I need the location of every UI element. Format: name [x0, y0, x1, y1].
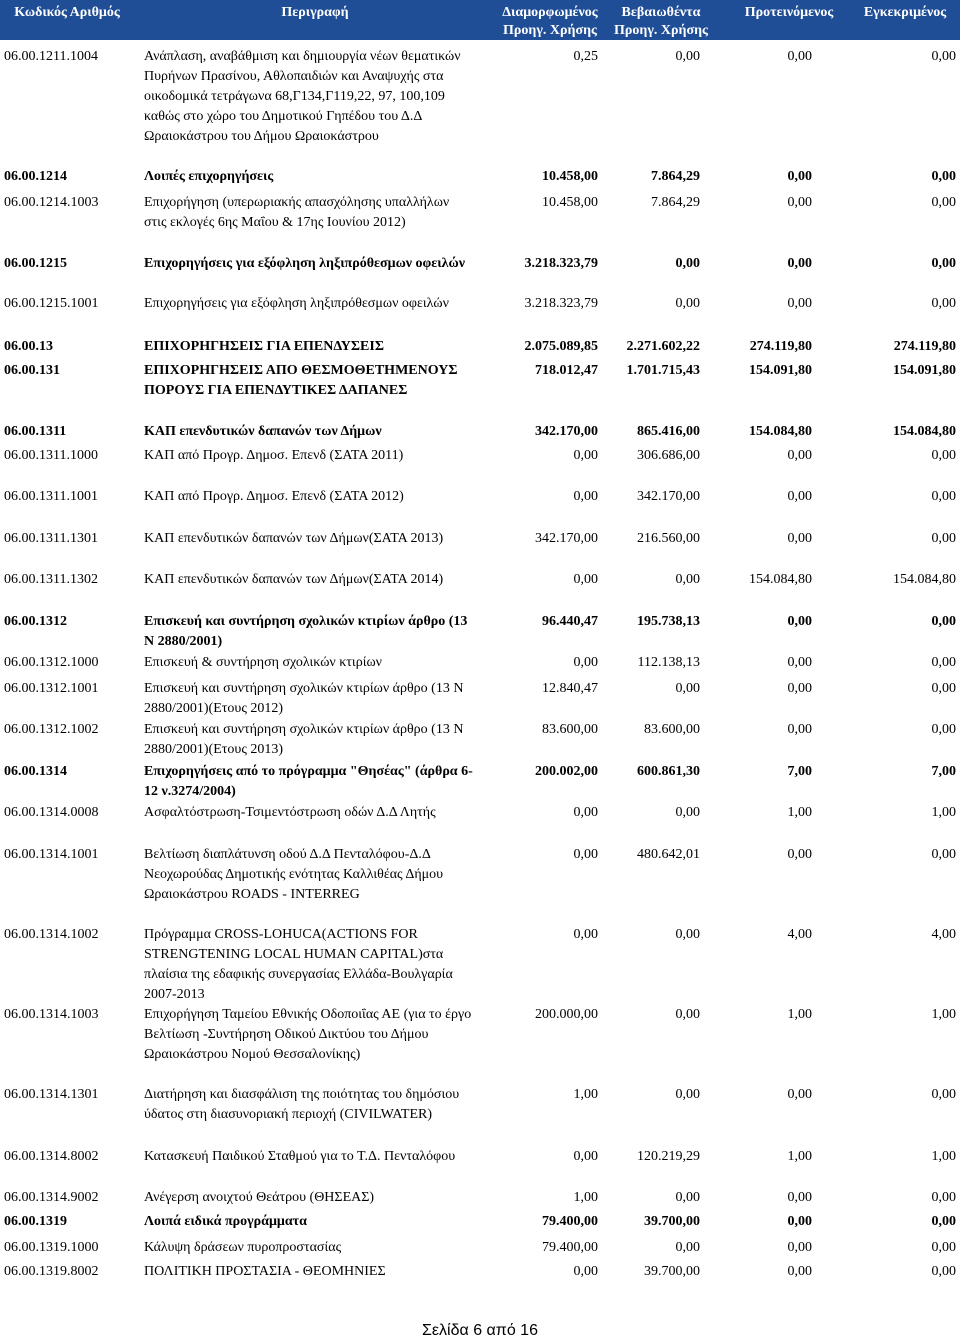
row-code: 06.00.1314.1002 [4, 927, 99, 942]
row-code: 06.00.1314.1301 [4, 1087, 99, 1102]
row-proposed: 0,00 [787, 448, 812, 463]
row-approved: 0,00 [931, 722, 956, 737]
row-confirmed: 7.864,29 [651, 169, 700, 184]
row-formed: 1,00 [573, 1087, 598, 1102]
header-formed [480, 4, 620, 40]
row-code: 06.00.131 [4, 363, 60, 378]
row-formed: 0,00 [573, 805, 598, 820]
row-proposed: 0,00 [787, 847, 812, 862]
row-description: Επισκευή και συντήρηση σχολικών κτιρίων άρθρο (13 Ν 2880/2001)(Ετους 2013) [144, 722, 464, 757]
row-formed: 0,00 [573, 572, 598, 587]
header-confirmed-line2: Προηγ. Χρήσης [614, 23, 708, 38]
row-formed: 342.170,00 [535, 531, 598, 546]
row-code: 06.00.1312 [4, 614, 67, 629]
row-formed: 79.400,00 [542, 1214, 598, 1229]
row-proposed: 0,00 [787, 296, 812, 311]
row-confirmed: 0,00 [675, 256, 700, 271]
row-description: Επισκευή και συντήρηση σχολικών κτιρίων άρθρο (13 Ν 2880/2001) [144, 614, 468, 649]
table-header [0, 0, 960, 40]
row-code: 06.00.1314.1001 [4, 847, 99, 862]
row-confirmed: 0,00 [675, 681, 700, 696]
row-approved: 0,00 [931, 296, 956, 311]
row-proposed: 7,00 [787, 764, 812, 779]
row-proposed: 0,00 [787, 49, 812, 64]
row-formed: 12.840,47 [542, 681, 598, 696]
row-code: 06.00.1319.1000 [4, 1240, 99, 1255]
row-formed: 10.458,00 [542, 195, 598, 210]
row-confirmed: 1.701.715,43 [626, 363, 700, 378]
row-approved: 154.084,80 [893, 424, 956, 439]
row-confirmed: 0,00 [675, 296, 700, 311]
row-confirmed: 0,00 [675, 927, 700, 942]
row-proposed: 0,00 [787, 1264, 812, 1279]
row-description: Πρόγραμμα CROSS-LOHUCA(ACTIONS FOR STRENGTENING LOCAL HUMAN CAPITAL)στα πλαίσια της εδαφικής συνεργασίας Ελλάδα-Βουλγαρία 2007-2013 [144, 927, 453, 1002]
row-code: 06.00.1215 [4, 256, 67, 271]
header-confirmed [602, 4, 720, 40]
row-approved: 0,00 [931, 489, 956, 504]
row-confirmed: 342.170,00 [637, 489, 700, 504]
row-description: ΠΟΛΙΤΙΚΗ ΠΡΟΣΤΑΣΙΑ - ΘΕΟΜΗΝΙΕΣ [144, 1264, 386, 1279]
header-proposed: Προτεινόμενος [744, 5, 834, 20]
row-formed: 1,00 [573, 1190, 598, 1205]
row-description: Ανέγερση ανοιχτού Θεάτρου (ΘΗΣΕΑΣ) [144, 1190, 375, 1205]
row-proposed: 1,00 [787, 1007, 812, 1022]
row-code: 06.00.1311.1301 [4, 531, 98, 546]
row-formed: 718.012,47 [535, 363, 598, 378]
row-formed: 200.002,00 [535, 764, 598, 779]
row-proposed: 1,00 [787, 1149, 812, 1164]
row-code: 06.00.1311.1001 [4, 489, 98, 504]
header-approved: Εγκεκριμένος [863, 5, 947, 20]
row-formed: 0,00 [573, 448, 598, 463]
row-code: 06.00.1314.1003 [4, 1007, 99, 1022]
row-description: Λοιπά ειδικά προγράμματα [144, 1214, 307, 1229]
row-confirmed: 195.738,13 [637, 614, 700, 629]
row-formed: 0,00 [573, 489, 598, 504]
row-description: Επιχορήγηση Ταμείου Εθνικής Οδοποιΐας ΑΕ (για το έργο Βελτίωση -Συντήρηση Οδικού Δικτύου του Δήμου Ωραιοκάστρου Νομού Θεσσαλονίκης) [144, 1007, 472, 1062]
row-code: 06.00.1319 [4, 1214, 67, 1229]
row-code: 06.00.1312.1001 [4, 681, 99, 696]
row-formed: 0,00 [573, 655, 598, 670]
row-confirmed: 0,00 [675, 49, 700, 64]
row-approved: 0,00 [931, 49, 956, 64]
row-formed: 10.458,00 [542, 169, 598, 184]
row-approved: 0,00 [931, 1240, 956, 1255]
row-proposed: 0,00 [787, 489, 812, 504]
row-description: Διατήρηση και διασφάλιση της ποιότητας του δημόσιου ύδατος στη διασυνοριακή περιοχή (CIVILWATER) [144, 1087, 460, 1122]
row-description: Κατασκευή Παιδικού Σταθμού για το Τ.Δ. Πενταλόφου [144, 1149, 456, 1164]
row-description: Επιχορηγήσεις για εξόφληση ληξιπρόθεσμων οφειλών [144, 256, 465, 271]
header-code: Κωδικός Αριθμός [14, 5, 120, 20]
row-code: 06.00.1312.1002 [4, 722, 99, 737]
row-formed: 0,00 [573, 1149, 598, 1164]
row-proposed: 154.084,80 [749, 424, 812, 439]
row-code: 06.00.1214 [4, 169, 67, 184]
row-code: 06.00.1314.0008 [4, 805, 99, 820]
row-formed: 0,00 [573, 847, 598, 862]
row-proposed: 154.084,80 [749, 572, 812, 587]
row-approved: 4,00 [931, 927, 956, 942]
row-confirmed: 216.560,00 [637, 531, 700, 546]
row-code: 06.00.1314.9002 [4, 1190, 99, 1205]
row-proposed: 154.091,80 [749, 363, 812, 378]
row-description: ΚΑΠ από Προγρ. Δημοσ. Επενδ (ΣΑΤΑ 2012) [144, 489, 404, 504]
header-description: Περιγραφή [281, 5, 349, 20]
row-confirmed: 39.700,00 [644, 1264, 700, 1279]
row-approved: 1,00 [931, 1149, 956, 1164]
row-code: 06.00.1319.8002 [4, 1264, 99, 1279]
row-code: 06.00.13 [4, 339, 53, 354]
row-approved: 0,00 [931, 195, 956, 210]
row-approved: 0,00 [931, 1087, 956, 1102]
row-description: ΚΑΠ από Προγρ. Δημοσ. Επενδ (ΣΑΤΑ 2011) [144, 448, 404, 463]
row-description: ΚΑΠ επενδυτικών δαπανών των Δήμων(ΣΑΤΑ 2013) [144, 531, 444, 546]
row-proposed: 0,00 [787, 614, 812, 629]
row-proposed: 0,00 [787, 1240, 812, 1255]
row-proposed: 0,00 [787, 1190, 812, 1205]
row-formed: 3.218.323,79 [524, 256, 598, 271]
row-description: Ανάπλαση, αναβάθμιση και δημιουργία νέων θεματικών Πυρήνων Πρασίνου, Αθλοπαιδιών και Αναψυχής στα οικοδομικά τετράγωνα 68,Γ134,Γ119,22, 97, 100,109 καθώς στο χώρο του Δημοτικού Γηπέδου του Δ.Δ Ωραιοκάστρου του Δήμου Ωραιοκάστρου [144, 49, 461, 144]
row-formed: 0,00 [573, 927, 598, 942]
row-approved: 0,00 [931, 1190, 956, 1205]
row-confirmed: 39.700,00 [644, 1214, 700, 1229]
row-approved: 0,00 [931, 655, 956, 670]
row-description: Βελτίωση διαπλάτυνση οδού Δ.Δ Πενταλόφου-Δ.Δ Νεοχωρούδας Δημοτικής ενότητας Καλλιθέας Δήμου Ωραιοκάστρου ROADS - INTERREG [144, 847, 444, 902]
row-description: Επισκευή και συντήρηση σχολικών κτιρίων άρθρο (13 Ν 2880/2001)(Ετους 2012) [144, 681, 464, 716]
row-confirmed: 865.416,00 [637, 424, 700, 439]
row-description: ΚΑΠ επενδυτικών δαπανών των Δήμων(ΣΑΤΑ 2014) [144, 572, 444, 587]
row-approved: 1,00 [931, 805, 956, 820]
row-approved: 0,00 [931, 448, 956, 463]
row-formed: 0,00 [573, 1264, 598, 1279]
row-approved: 7,00 [931, 764, 956, 779]
row-approved: 274.119,80 [893, 339, 956, 354]
row-code: 06.00.1312.1000 [4, 655, 99, 670]
row-description: Επισκευή & συντήρηση σχολικών κτιρίων [144, 655, 382, 670]
row-code: 06.00.1314 [4, 764, 67, 779]
row-proposed: 4,00 [787, 927, 812, 942]
row-proposed: 1,00 [787, 805, 812, 820]
row-code: 06.00.1311.1302 [4, 572, 98, 587]
row-approved: 0,00 [931, 169, 956, 184]
row-approved: 0,00 [931, 1264, 956, 1279]
row-description: Ασφαλτόστρωση-Τσιμεντόστρωση οδών Δ.Δ Λητής [144, 805, 436, 820]
row-confirmed: 0,00 [675, 572, 700, 587]
row-confirmed: 0,00 [675, 1240, 700, 1255]
row-proposed: 0,00 [787, 256, 812, 271]
row-proposed: 0,00 [787, 1087, 812, 1102]
row-confirmed: 306.686,00 [637, 448, 700, 463]
row-approved: 0,00 [931, 531, 956, 546]
row-proposed: 0,00 [787, 531, 812, 546]
row-confirmed: 112.138,13 [637, 655, 700, 670]
row-description: Επιχορηγήσεις για εξόφληση ληξιπρόθεσμων οφειλών [144, 296, 449, 311]
row-confirmed: 83.600,00 [644, 722, 700, 737]
row-formed: 200.000,00 [535, 1007, 598, 1022]
row-proposed: 0,00 [787, 169, 812, 184]
row-description: Κάλυψη δράσεων πυροπροστασίας [144, 1240, 342, 1255]
row-description: ΚΑΠ επενδυτικών δαπανών των Δήμων [144, 424, 382, 439]
row-code: 06.00.1211.1004 [4, 49, 98, 64]
row-proposed: 0,00 [787, 722, 812, 737]
row-approved: 0,00 [931, 614, 956, 629]
row-description: Επιχορήγηση (υπερωριακής απασχόλησης υπαλλήλων στις εκλογές 6ης Μαΐου & 17ης Ιουνίου 2012) [144, 195, 450, 230]
row-formed: 96.440,47 [542, 614, 598, 629]
row-code: 06.00.1311 [4, 424, 67, 439]
row-approved: 154.084,80 [893, 572, 956, 587]
header-formed-line2: Προηγ. Χρήσης [503, 23, 597, 38]
row-code: 06.00.1311.1000 [4, 448, 98, 463]
row-formed: 342.170,00 [535, 424, 598, 439]
header-confirmed-line1: Βεβαιωθέντα [621, 5, 701, 20]
row-confirmed: 600.861,30 [637, 764, 700, 779]
row-confirmed: 7.864,29 [651, 195, 700, 210]
row-approved: 1,00 [931, 1007, 956, 1022]
row-formed: 2.075.089,85 [524, 339, 598, 354]
header-formed-line1: Διαμορφωμένος [502, 5, 598, 20]
row-formed: 0,25 [573, 49, 598, 64]
row-approved: 0,00 [931, 256, 956, 271]
row-formed: 3.218.323,79 [524, 296, 598, 311]
row-formed: 79.400,00 [542, 1240, 598, 1255]
row-description: Επιχορηγήσεις από το πρόγραμμα "Θησέας" (άρθρα 6-12 ν.3274/2004) [144, 764, 473, 799]
row-confirmed: 120.219,29 [637, 1149, 700, 1164]
row-confirmed: 0,00 [675, 1190, 700, 1205]
row-formed: 83.600,00 [542, 722, 598, 737]
row-proposed: 0,00 [787, 655, 812, 670]
row-confirmed: 0,00 [675, 805, 700, 820]
row-code: 06.00.1214.1003 [4, 195, 99, 210]
row-proposed: 0,00 [787, 681, 812, 696]
row-code: 06.00.1215.1001 [4, 296, 99, 311]
row-proposed: 0,00 [787, 1214, 812, 1229]
row-confirmed: 0,00 [675, 1087, 700, 1102]
row-approved: 0,00 [931, 1214, 956, 1229]
page-number: Σελίδα 6 από 16 [422, 1322, 538, 1339]
row-confirmed: 0,00 [675, 1007, 700, 1022]
row-proposed: 274.119,80 [749, 339, 812, 354]
row-approved: 0,00 [931, 681, 956, 696]
row-code: 06.00.1314.8002 [4, 1149, 99, 1164]
row-confirmed: 2.271.602,22 [626, 339, 700, 354]
row-approved: 0,00 [931, 847, 956, 862]
row-description: ΕΠΙΧΟΡΗΓΗΣΕΙΣ ΑΠΟ ΘΕΣΜΟΘΕΤΗΜΕΝΟΥΣ ΠΟΡΟΥΣ ΓΙΑ ΕΠΕΝΔΥΤΙΚΕΣ ΔΑΠΑΝΕΣ [144, 363, 458, 398]
row-confirmed: 480.642,01 [637, 847, 700, 862]
row-proposed: 0,00 [787, 195, 812, 210]
row-description: Λοιπές επιχορηγήσεις [144, 169, 274, 184]
row-approved: 154.091,80 [893, 363, 956, 378]
row-description: ΕΠΙΧΟΡΗΓΗΣΕΙΣ ΓΙΑ ΕΠΕΝΔΥΣΕΙΣ [144, 339, 384, 354]
